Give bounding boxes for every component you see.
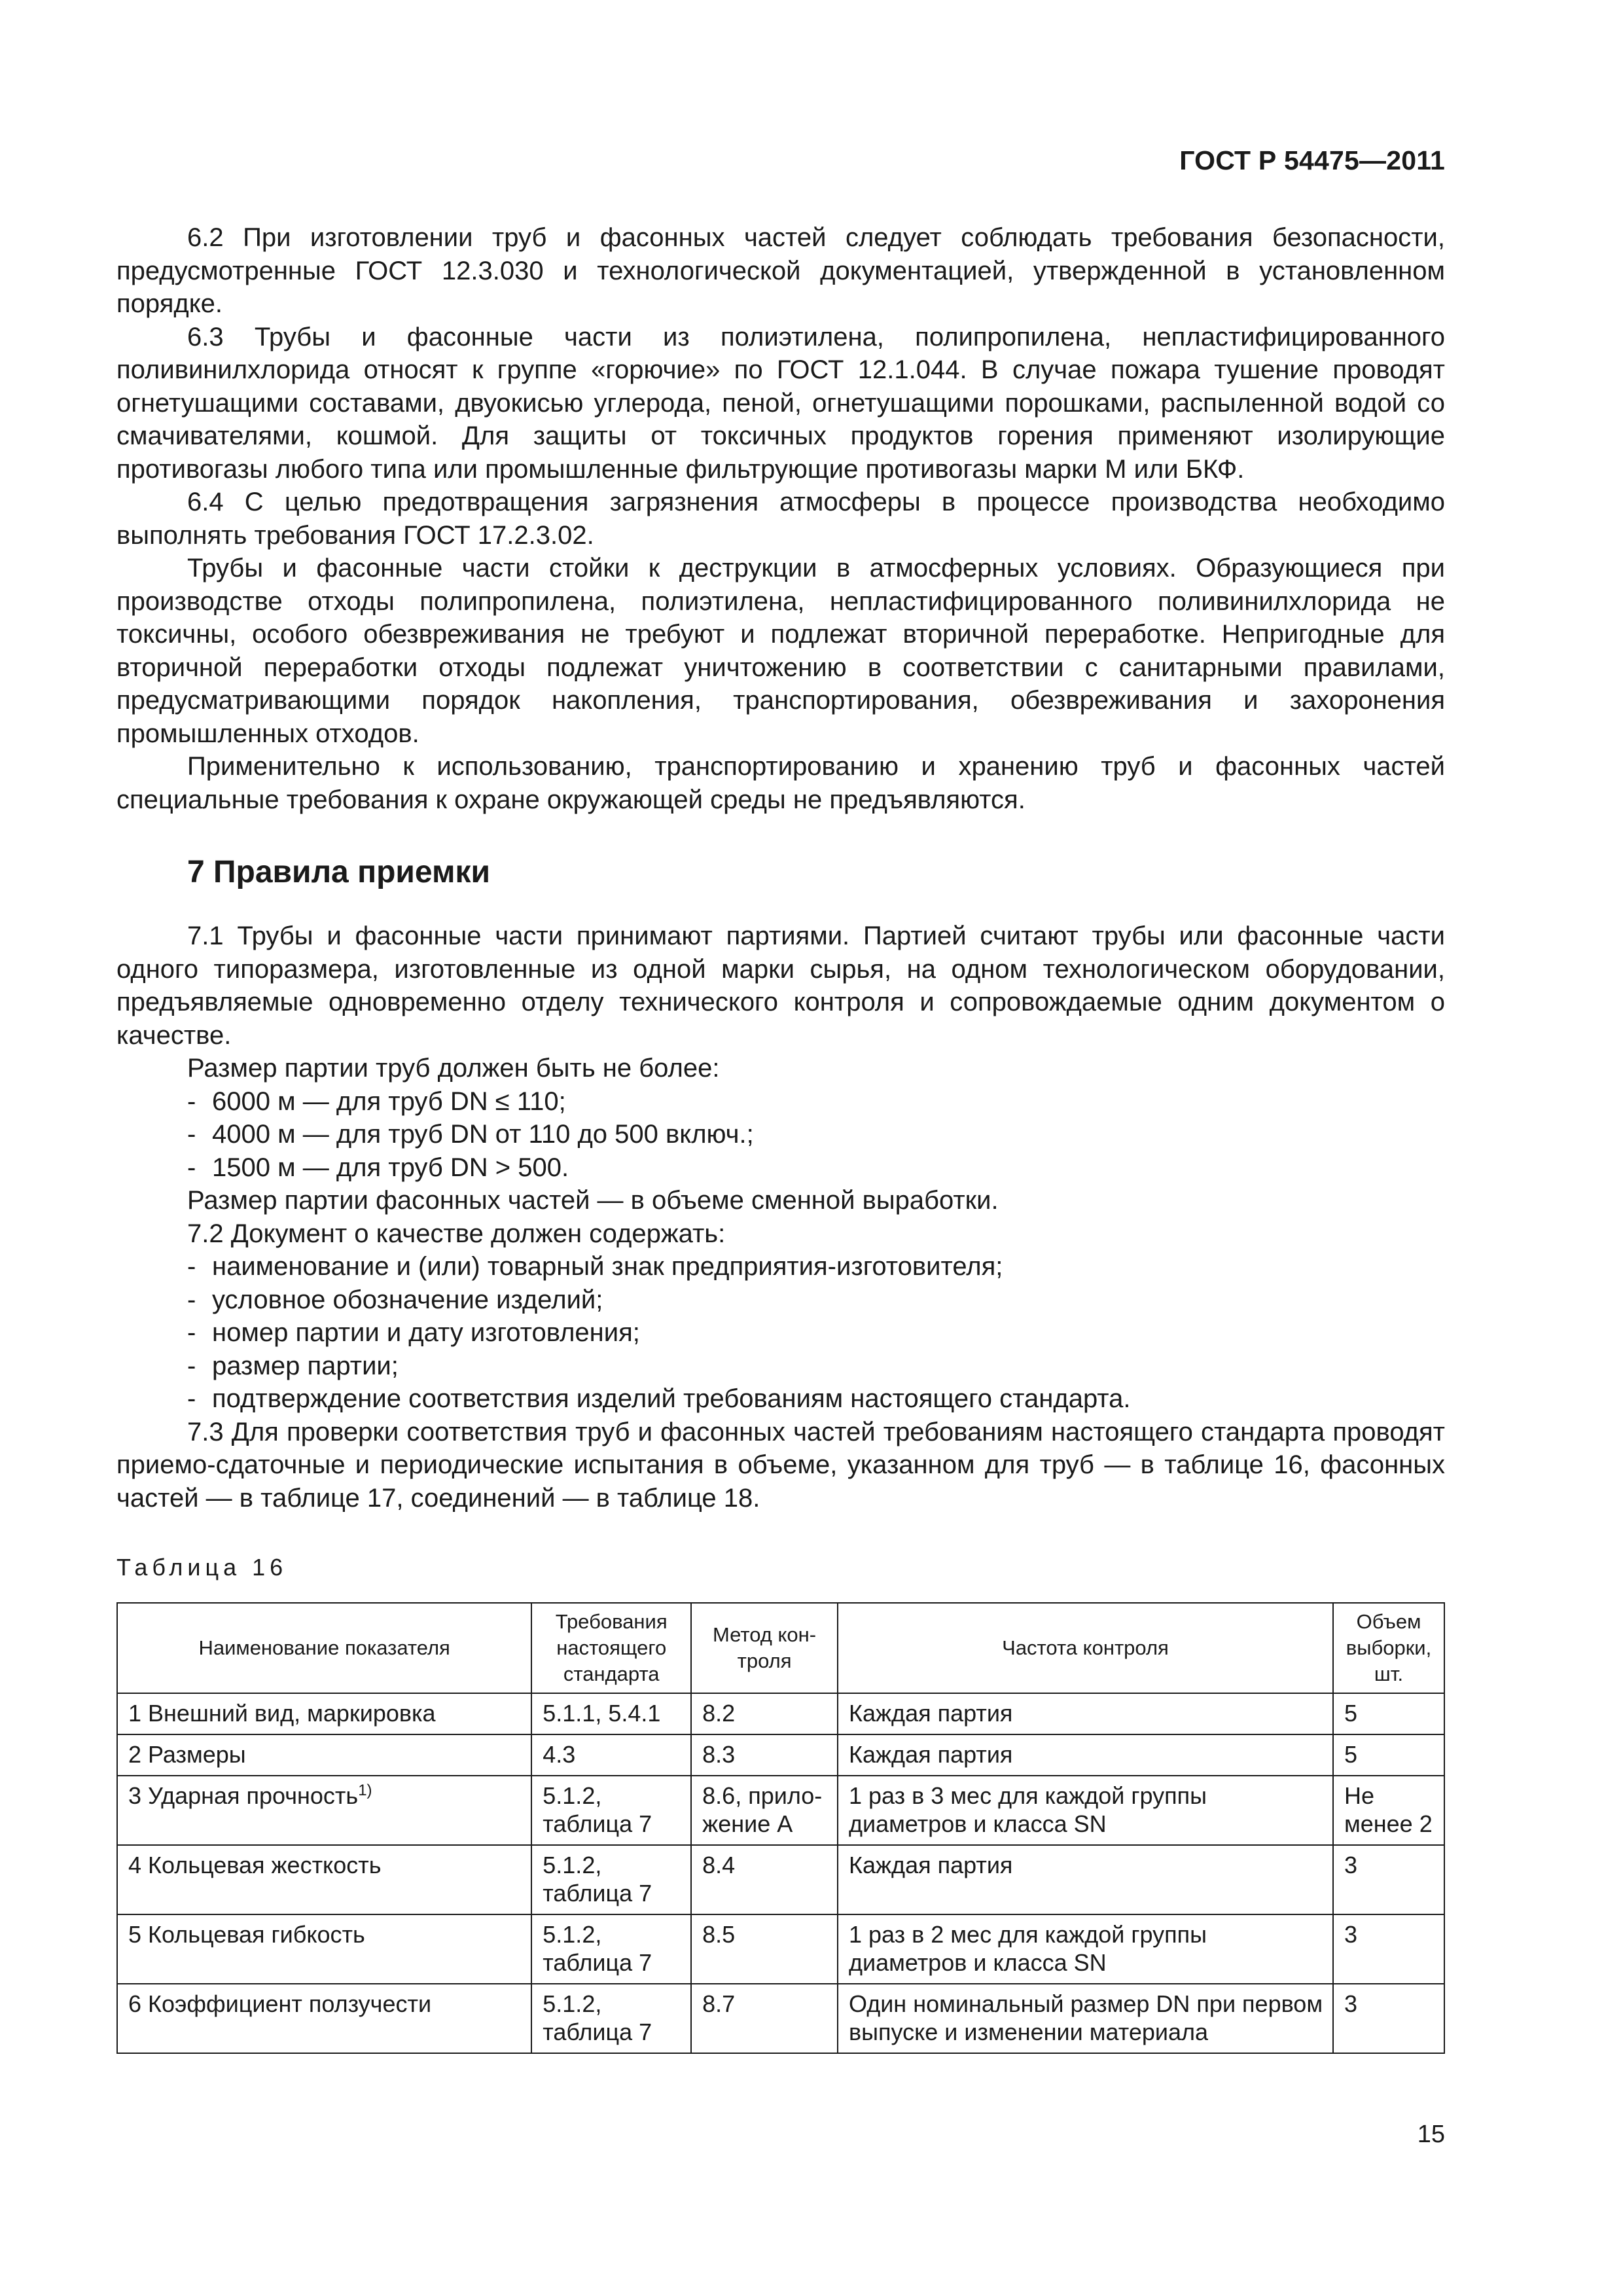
list-item: - размер партии; bbox=[187, 1351, 399, 1380]
cell-frequency: Один номинальный размер DN при первом выпуске и изменении материала bbox=[838, 1984, 1333, 2053]
table-row bbox=[117, 1914, 1444, 1984]
lot-size-intro: Размер партии труб должен быть не более: bbox=[187, 1054, 720, 1083]
column-header-frequency: Частота контроля bbox=[838, 1603, 1333, 1693]
cell-frequency: 1 раз в 2 мес для каждой группы диаметров и класса SN bbox=[838, 1914, 1333, 1984]
cell-method: 8.3 bbox=[691, 1734, 838, 1776]
table-row bbox=[117, 1984, 1444, 2053]
paragraph-6-2: 6.2 При изготовлении труб и фасонных частей следует соблюдать требования безопасности, предусмотренные ГОСТ 12.3.030 и технологической документацией, утвержденной в установленном порядке. bbox=[116, 223, 1445, 318]
table-row bbox=[117, 1776, 1444, 1845]
document-header: ГОСТ Р 54475—2011 bbox=[1179, 145, 1445, 175]
table-row bbox=[117, 1845, 1444, 1914]
list-item: - подтверждение соответствия изделий требованиям настоящего стандарта. bbox=[187, 1384, 1131, 1413]
list-item: - 4000 м — для труб DN от 110 до 500 включ.; bbox=[187, 1120, 754, 1149]
cell-sample: 3 bbox=[1333, 1845, 1444, 1914]
column-header-sample: Объем выборки, шт. bbox=[1333, 1603, 1444, 1693]
fittings-lot-size: Размер партии фасонных частей — в объеме сменной выработки. bbox=[187, 1186, 999, 1215]
cell-sample: 5 bbox=[1333, 1734, 1444, 1776]
cell-name: 2 Размеры bbox=[117, 1734, 531, 1776]
cell-requirements: 5.1.2, таблица 7 bbox=[531, 1845, 691, 1914]
cell-frequency: Каждая партия bbox=[838, 1693, 1333, 1734]
cell-name: 1 Внешний вид, маркировка bbox=[117, 1693, 531, 1734]
list-item: - номер партии и дату изготовления; bbox=[187, 1318, 640, 1347]
cell-frequency: Каждая партия bbox=[838, 1845, 1333, 1914]
cell-frequency: Каждая партия bbox=[838, 1734, 1333, 1776]
list-item: - 1500 м — для труб DN > 500. bbox=[187, 1153, 569, 1182]
column-header-name: Наименование показателя bbox=[117, 1603, 531, 1693]
paragraph-7-2: 7.2 Документ о качестве должен содержать: bbox=[187, 1219, 726, 1248]
cell-sample: Не менее 2 bbox=[1333, 1776, 1444, 1845]
table-row bbox=[117, 1734, 1444, 1776]
paragraph-6-3: 6.3 Трубы и фасонные части из полиэтилена, полипропилена, непластифицированного поливинилхлорида относят к группе «горючие» по ГОСТ 12.1.044. В случае пожара тушение проводят огнетушащими составами, двуокисью углерода, пеной, огнетушащими порошками, распыленной водой со смачивателями, кошмой. Для защиты от токсичных продуктов горения применяют изолирующие противогазы любого типа или промышленные фильтрующие противогазы марки М или БКФ. bbox=[116, 322, 1445, 484]
paragraph-6-4: 6.4 С целью предотвращения загрязнения атмосферы в процессе производства необходимо выполнять требования ГОСТ 17.2.3.02. bbox=[116, 488, 1445, 550]
table-row bbox=[117, 1693, 1444, 1734]
page-body bbox=[116, 221, 1445, 2054]
column-header-method: Метод кон-троля bbox=[691, 1603, 838, 1693]
paragraph-7-3: 7.3 Для проверки соответствия труб и фасонных частей требованиям настоящего стандарта проводят приемо-сдаточные и периодические испытания в объеме, указанном для труб — в таблице 16, фасонных частей — в таблице 17, соединений — в таблице 18. bbox=[116, 1417, 1445, 1513]
cell-requirements: 4.3 bbox=[531, 1734, 691, 1776]
cell-name: 5 Кольцевая гибкость bbox=[117, 1914, 531, 1984]
cell-sample: 5 bbox=[1333, 1693, 1444, 1734]
cell-requirements: 5.1.2, таблица 7 bbox=[531, 1776, 691, 1845]
list-item: - условное обозначение изделий; bbox=[187, 1285, 603, 1314]
cell-requirements: 5.1.2, таблица 7 bbox=[531, 1914, 691, 1984]
page-number: 15 bbox=[1417, 2121, 1445, 2148]
column-header-requirements: Требования настоящего стандарта bbox=[531, 1603, 691, 1693]
paragraph-waste: Трубы и фасонные части стойки к деструкции в атмосферных условиях. Образующиеся при производстве отходы полипропилена, полиэтилена, непластифицированного поливинилхлорида не токсичны, особого обезвреживания не требуют и подлежат вторичной переработке. Непригодные для вторичной переработки отходы подлежат уничтожению в соответствии с санитарными правилами, предусматривающими порядок накопления, транспортирования, обезвреживания и захоронения промышленных отходов. bbox=[116, 554, 1445, 748]
footnote-marker: 1) bbox=[358, 1782, 372, 1799]
cell-method: 8.5 bbox=[691, 1914, 838, 1984]
cell-sample: 3 bbox=[1333, 1984, 1444, 2053]
cell-sample: 3 bbox=[1333, 1914, 1444, 1984]
table-16 bbox=[116, 1602, 1445, 2054]
cell-name: 3 Ударная прочность$^{1)}$ bbox=[117, 1776, 531, 1845]
cell-method: 8.6, прило-жение А bbox=[691, 1776, 838, 1845]
cell-method: 8.4 bbox=[691, 1845, 838, 1914]
section-7-title: 7 Правила приемки bbox=[187, 855, 491, 889]
cell-name: 6 Коэффициент ползучести bbox=[117, 1984, 531, 2053]
cell-method: 8.7 bbox=[691, 1984, 838, 2053]
cell-frequency: 1 раз в 3 мес для каждой группы диаметров и класса SN bbox=[838, 1776, 1333, 1845]
paragraph-environment: Применительно к использованию, транспортированию и хранению труб и фасонных частей специальные требования к охране окружающей среды не предъявляются. bbox=[116, 752, 1445, 814]
cell-requirements: 5.1.1, 5.4.1 bbox=[531, 1693, 691, 1734]
table-caption: Таблица 16 bbox=[116, 1554, 288, 1581]
cell-requirements: 5.1.2, таблица 7 bbox=[531, 1984, 691, 2053]
cell-method: 8.2 bbox=[691, 1693, 838, 1734]
list-item: - 6000 м — для труб DN ≤ 110; bbox=[187, 1086, 566, 1116]
cell-name: 4 Кольцевая жесткость bbox=[117, 1845, 531, 1914]
paragraph-7-1: 7.1 Трубы и фасонные части принимают партиями. Партией считают трубы или фасонные части одного типоразмера, изготовленные из одной марки сырья, на одном технологическом оборудовании, предъявляемые одновременно отделу технического контроля и сопровождаемые одним документом о качестве. bbox=[116, 922, 1445, 1050]
table-header-row bbox=[117, 1603, 1444, 1693]
list-item: - наименование и (или) товарный знак предприятия-изготовителя; bbox=[187, 1252, 1003, 1281]
